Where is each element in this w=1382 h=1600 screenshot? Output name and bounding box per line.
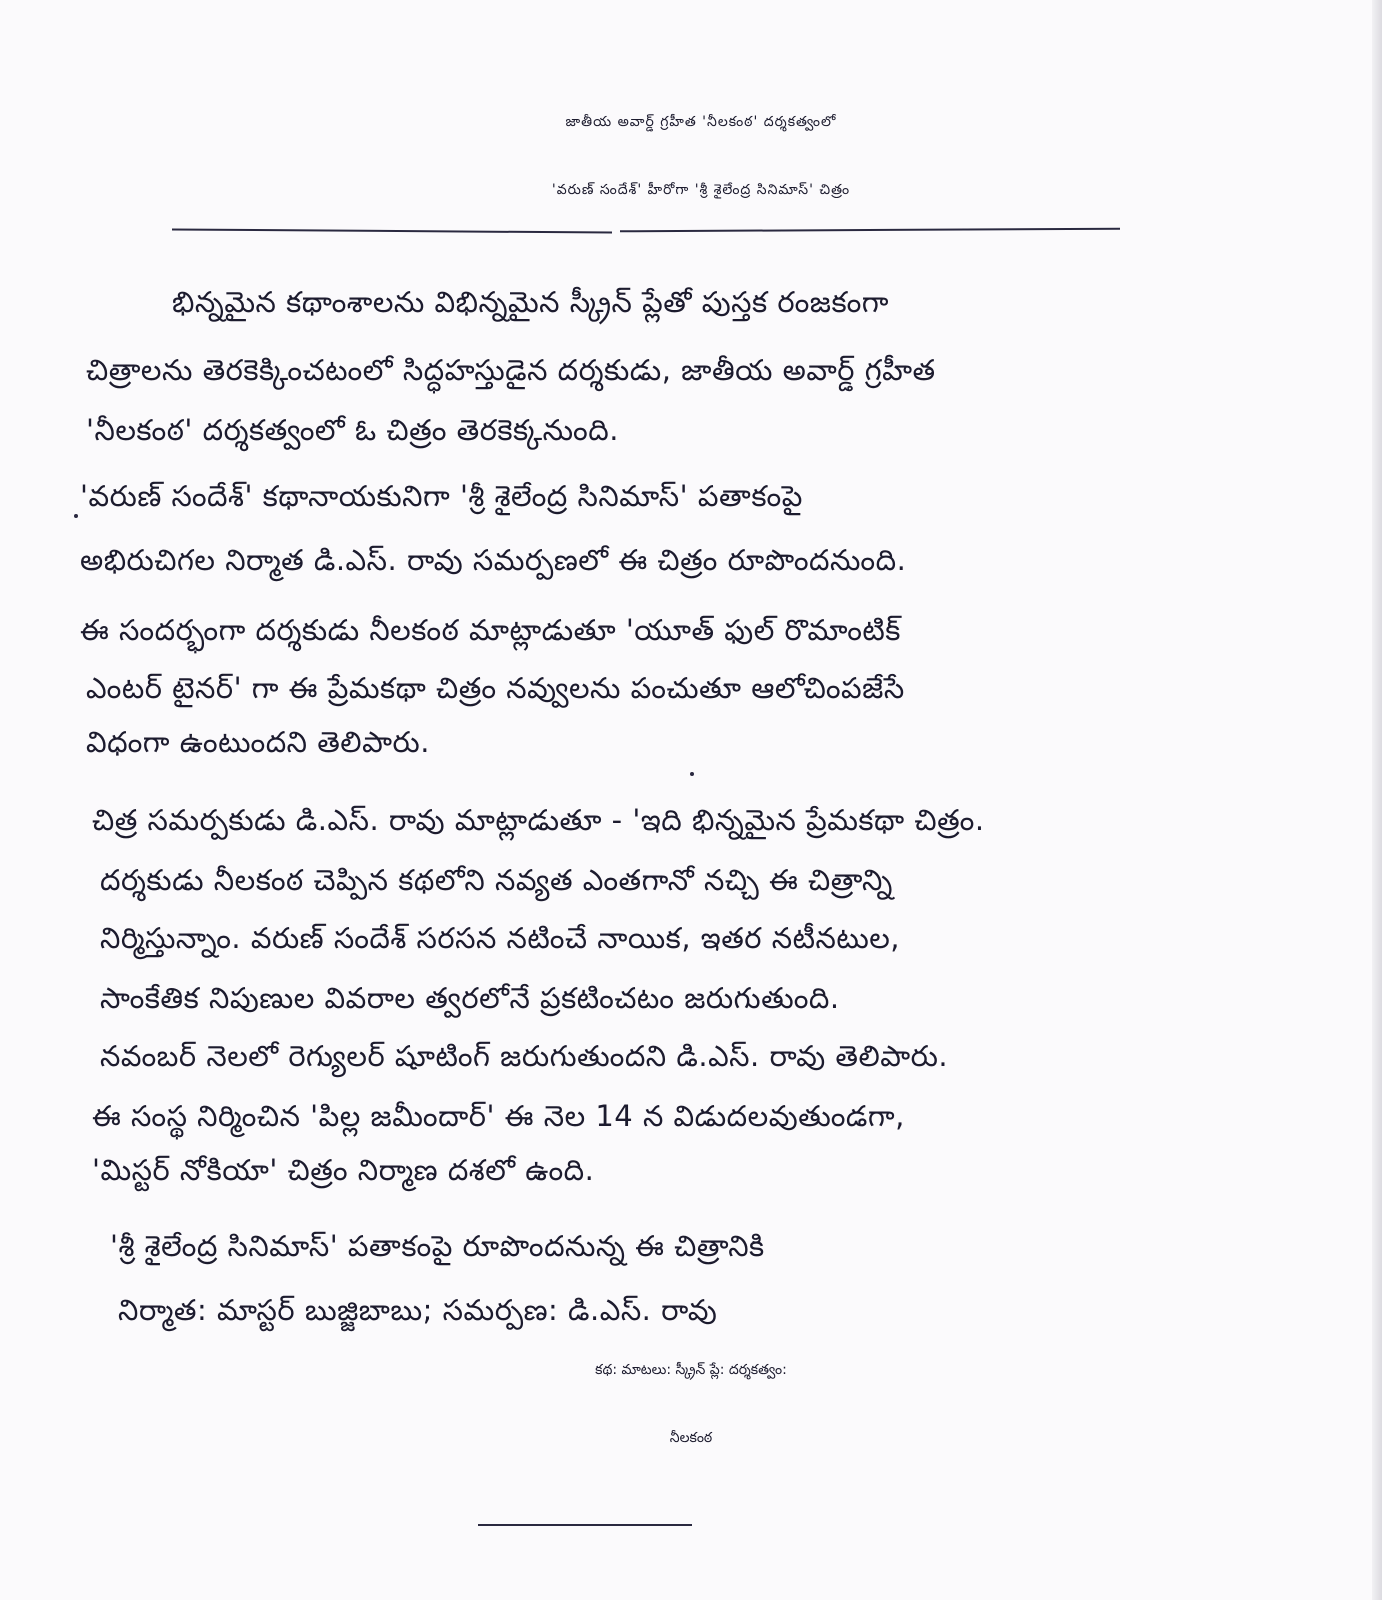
body-line-15: 'మిస్టర్ నోకియా' చిత్రం నిర్మాణ దశలో ఉంది. bbox=[92, 1153, 595, 1187]
body-line-10: దర్శకుడు నీలకంఠ చెప్పిన కథలోని నవ్యత ఎంతగానో నచ్చి ఈ చిత్రాన్ని bbox=[100, 863, 893, 897]
heading-line-1: జాతీయ అవార్డ్ గ్రహీత 'నీలకంఠ' దర్శకత్వంలో bbox=[565, 114, 837, 130]
body-line-12: సాంకేతిక నిపుణుల వివరాల త్వరలోనే ప్రకటించటం జరుగుతుంది. bbox=[100, 981, 840, 1015]
body-line-7: ఎంటర్ టైనర్' గా ఈ ప్రేమకథా చిత్రం నవ్వులను పంచుతూ ఆలోచింపజేసే bbox=[86, 671, 905, 705]
body-line-8: విధంగా ఉంటుందని తెలిపారు. bbox=[86, 725, 430, 759]
body-line-16: 'శ్రీ శైలేంద్ర సినిమాస్' పతాకంపై రూపొందనున్న ఈ చిత్రానికి bbox=[110, 1229, 765, 1263]
body-line-5: అభిరుచిగల నిర్మాత డి.ఎస్. రావు సమర్పణలో ఈ చిత్రం రూపొందనుంది. bbox=[80, 543, 907, 577]
heading-underline-right bbox=[620, 228, 1120, 233]
heading-line-2: 'వరుణ్ సందేశ్' హీరోగా 'శ్రీ శైలేంద్ర సినిమాస్' చిత్రం bbox=[551, 182, 851, 198]
body-line-14: ఈ సంస్థ నిర్మించిన 'పిల్ల జమీందార్' ఈ నెల 14 న విడుదలవుతుండగా, bbox=[92, 1099, 905, 1133]
ink-dot bbox=[74, 514, 78, 518]
body-line-11: నిర్మిస్తున్నాం. వరుణ్ సందేశ్ సరసన నటించే నాయిక, ఇతర నటీనటుల, bbox=[100, 921, 901, 955]
heading-underline-left bbox=[172, 228, 612, 233]
body-line-17: నిర్మాత: మాస్టర్ బుజ్జిబాబు; సమర్పణ: డి.ఎస్. రావు bbox=[118, 1293, 718, 1327]
body-line-4: 'వరుణ్ సందేశ్' కథానాయకునిగా 'శ్రీ శైలేంద్ర సినిమాస్' పతాకంపై bbox=[80, 479, 803, 513]
body-line-1: భిన్నమైన కథాంశాలను విభిన్నమైన స్క్రీన్ ప్లేతో పుస్తక రంజకంగా bbox=[172, 285, 890, 319]
credit-name: నీలకంఠ bbox=[669, 1430, 713, 1446]
body-line-6: ఈ సందర్భంగా దర్శకుడు నీలకంఠ మాట్లాడుతూ 'యూత్ ఫుల్ రొమాంటిక్ bbox=[80, 613, 901, 647]
body-line-3: 'నీలకంఠ' దర్శకత్వంలో ఓ చిత్రం తెరకెక్కనుంది. bbox=[86, 413, 619, 447]
body-line-9: చిత్ర సమర్పకుడు డి.ఎస్. రావు మాట్లాడుతూ - 'ఇది భిన్నమైన ప్రేమకథా చిత్రం. bbox=[92, 803, 985, 837]
ink-dot bbox=[690, 772, 694, 776]
credit-roles-line: కథ: మాటలు: స్క్రీన్ ప్లే: దర్శకత్వం: bbox=[595, 1362, 787, 1378]
body-line-13: నవంబర్ నెలలో రెగ్యులర్ షూటింగ్ జరుగుతుందని డి.ఎస్. రావు తెలిపారు. bbox=[100, 1039, 949, 1073]
closing-rule bbox=[478, 1524, 692, 1526]
body-line-2: చిత్రాలను తెరకెక్కించటంలో సిద్ధహస్తుడైన దర్శకుడు, జాతీయ అవార్డ్ గ్రహీత bbox=[86, 353, 936, 387]
